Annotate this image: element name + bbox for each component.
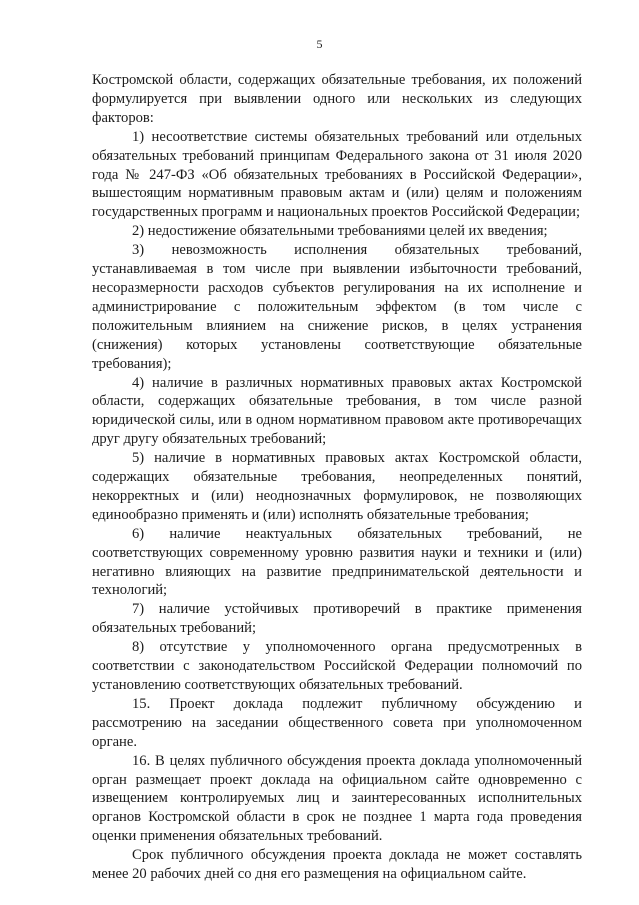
list-item-7: 7) наличие устойчивых противоречий в практике применения обязательных требований; [92, 601, 582, 637]
clause-15: 15. Проект доклада подлежит публичному обсуждению и рассмотрению на заседании общественного совета при уполномоченном органе. [92, 695, 582, 750]
list-item-6: 6) наличие неактуальных обязательных требований, не соответствующих современному уровню развития науки и техники и (или) негативно влияющих на развитие предпринимательской деятельности и технологий; [92, 525, 582, 599]
clause-16: 16. В целях публичного обсуждения проекта доклада уполномоченный орган размещает проект доклада на официальном сайте одновременно с извещением контролируемых лиц и заинтересованных исполнительных органов Костромской области в срок не позднее 1 марта года проведения оценки применения обязательных требований. [92, 752, 582, 845]
document-body [92, 71, 582, 884]
list-item-2: 2) недостижение обязательными требованиями целей их введения; [132, 223, 548, 240]
list-item-1: 1) несоответствие системы обязательных требований или отдельных обязательных требований принципам Федерального закона от 31 июля 2020 года № 247-ФЗ «Об обязательных требованиях в Российской Федерации», вышестоящим нормативным правовым актам и (или) целям и положениям государственных программ и национальных проектов Российской Федерации; [92, 128, 582, 221]
page-number: 5 [316, 37, 323, 51]
discussion-period-paragraph: Срок публичного обсуждения проекта доклада не может составлять менее 20 рабочих дней со дня его размещения на официальном сайте. [92, 847, 582, 883]
list-item-3: 3) невозможность исполнения обязательных требований, устанавливаемая в том числе при выявлении избыточности требований, несоразмерности расходов субъектов регулирования на их исполнение и администрирование с положительным эффектом (в том числе с положительным влиянием на снижение рисков, в целях устранения (снижения) которых установлены соответствующие обязательные требования); [92, 242, 582, 372]
paragraph-continuation: Костромской области, содержащих обязательные требования, их положений формулируется при выявлении одного или нескольких из следующих факторов: [92, 72, 582, 126]
list-item-8: 8) отсутствие у уполномоченного органа предусмотренных в соответствии с законодательством Российской Федерации полномочий по установлению соответствующих обязательных требований. [92, 639, 582, 693]
list-item-5: 5) наличие в нормативных правовых актах Костромской области, содержащих обязательные требования, неопределенных понятий, некорректных и (или) неоднозначных формулировок, не позволяющих единообразно применять и (или) исполнять обязательные требования; [92, 450, 582, 523]
list-item-4: 4) наличие в различных нормативных правовых актах Костромской области, содержащих обязательные требования, в том числе разной юридической силы, или в одном нормативном правовом акте противоречащих друг другу обязательных требований; [92, 374, 582, 448]
